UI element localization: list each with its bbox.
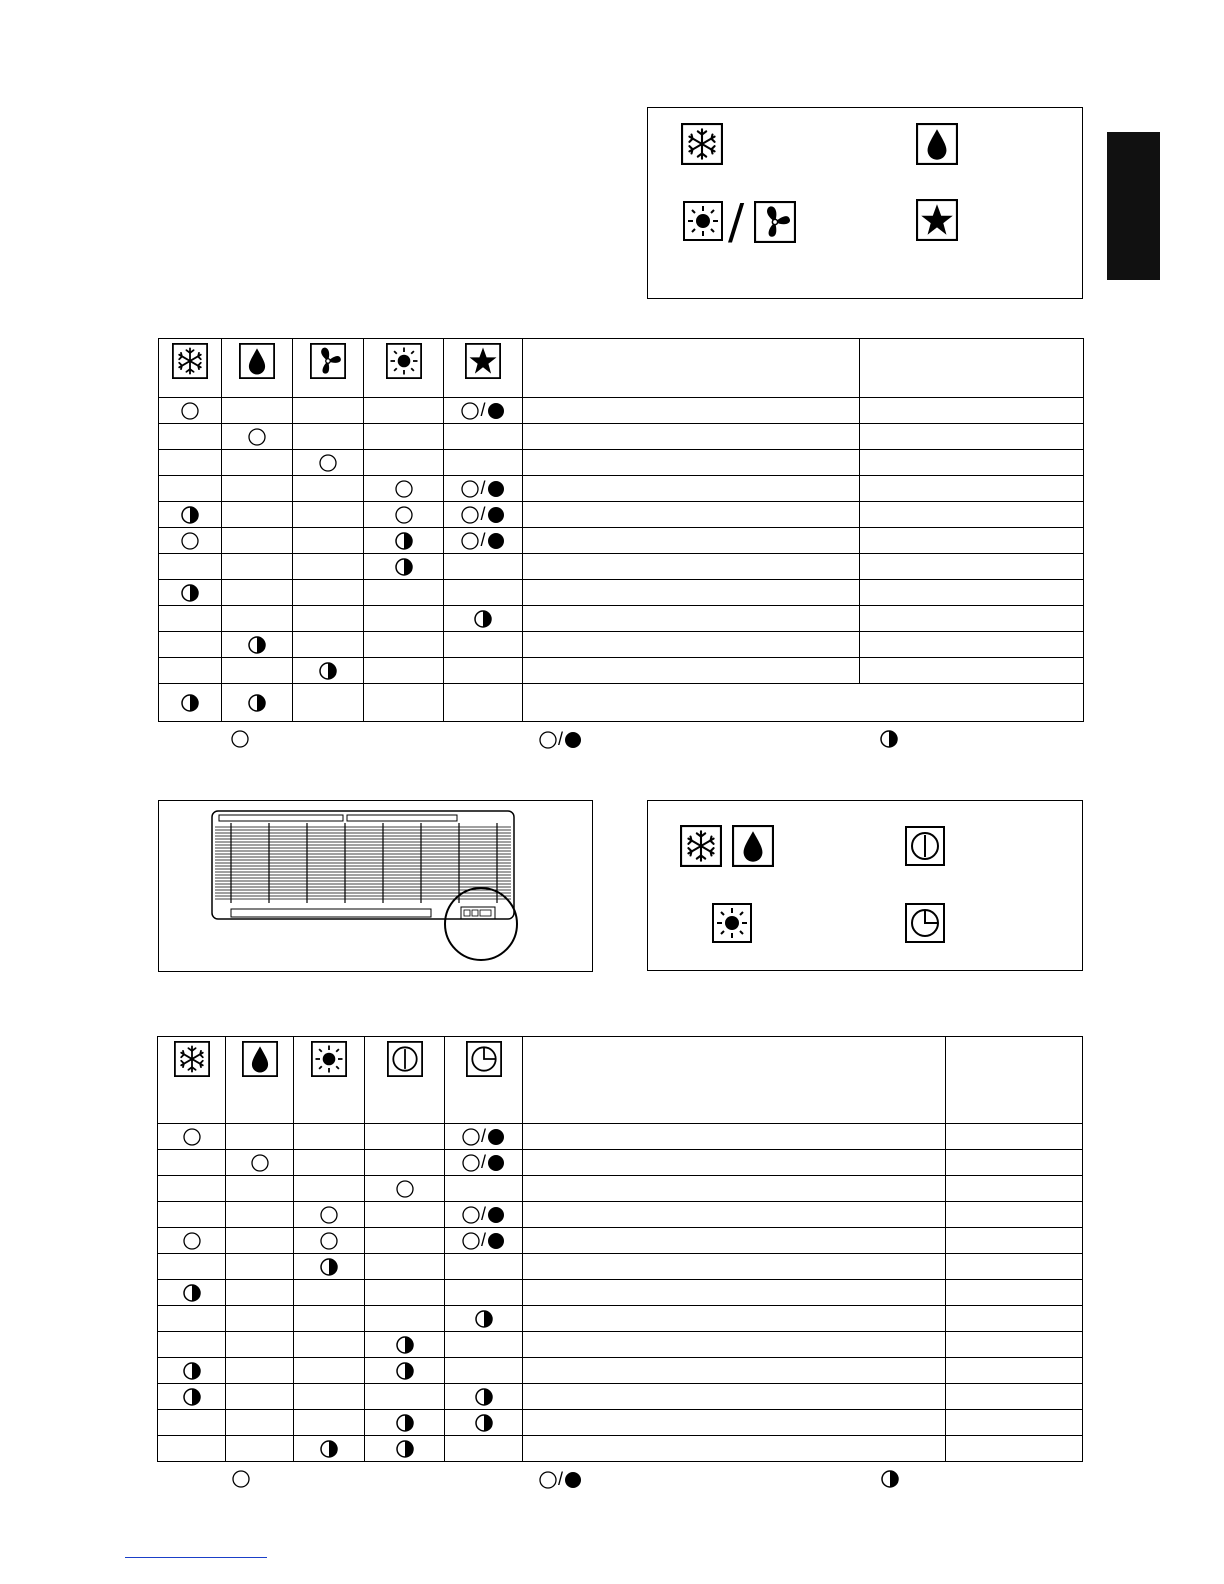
half-circle-symbol (182, 1387, 202, 1407)
snowflake-icon (681, 123, 723, 165)
sun-icon (386, 343, 422, 379)
half-circle-symbol (879, 729, 899, 749)
half-circle-symbol (395, 1439, 415, 1459)
open-or-filled-symbol: / (538, 729, 583, 750)
half-circle-symbol (247, 693, 267, 713)
open-circle-symbol (247, 427, 267, 447)
open-or-filled-symbol: / (460, 400, 505, 421)
drop-icon (732, 825, 774, 867)
half-circle-symbol (247, 635, 267, 655)
open-circle-symbol (319, 1205, 339, 1225)
table-row (158, 1150, 1083, 1176)
table-row (158, 1436, 1083, 1462)
timer-icon (466, 1041, 502, 1077)
open-circle-symbol (230, 729, 250, 749)
mode-combination-table-2 (157, 1036, 1083, 1462)
half-circle-symbol (319, 1439, 339, 1459)
indicator-icons-box (647, 800, 1083, 971)
half-circle-symbol (474, 1387, 494, 1407)
drop-icon (242, 1041, 278, 1077)
open-circle-symbol (395, 1179, 415, 1199)
sun-icon (311, 1041, 347, 1077)
timer-icon (905, 903, 945, 943)
open-circle-symbol (182, 1127, 202, 1147)
half-circle-symbol (180, 505, 200, 525)
table-row (159, 554, 1084, 580)
snowflake-icon (680, 825, 722, 867)
snowflake-icon (174, 1041, 210, 1077)
table-header-row (159, 339, 1084, 398)
snowflake-icon (172, 343, 208, 379)
open-circle-symbol (180, 531, 200, 551)
open-circle-symbol (250, 1153, 270, 1173)
open-or-filled-symbol: / (538, 1469, 583, 1490)
open-circle-symbol (394, 505, 414, 525)
half-circle-symbol (318, 661, 338, 681)
table-row (159, 632, 1084, 658)
open-or-filled-symbol: / (461, 1230, 506, 1251)
table-row (159, 424, 1084, 450)
mode-combination-table-1 (158, 338, 1084, 722)
table-row (159, 606, 1084, 632)
half-circle-symbol (880, 1469, 900, 1489)
half-circle-symbol (319, 1257, 339, 1277)
table-row (158, 1306, 1083, 1332)
table-header-row (158, 1037, 1083, 1124)
footer-link-underline (125, 1557, 267, 1558)
half-circle-symbol (474, 1309, 494, 1329)
open-or-filled-symbol: / (460, 530, 505, 551)
star-icon (916, 199, 958, 241)
table-row (159, 502, 1084, 528)
table-row (158, 1280, 1083, 1306)
half-circle-symbol (394, 557, 414, 577)
table-row (158, 1228, 1083, 1254)
table-row (159, 580, 1084, 606)
half-circle-symbol (182, 1283, 202, 1303)
table-row (159, 450, 1084, 476)
symbol-legend-1 (0, 729, 1224, 751)
mode-icons-box (647, 107, 1083, 299)
table-row (159, 398, 1084, 424)
open-or-filled-symbol: / (461, 1152, 506, 1173)
star-icon (465, 343, 501, 379)
symbol-legend-2 (0, 1469, 1224, 1491)
fan-icon (754, 201, 796, 243)
fan-icon (310, 343, 346, 379)
indoor-unit (159, 801, 592, 971)
power-icon (905, 826, 945, 866)
open-circle-symbol (318, 453, 338, 473)
table-row (159, 476, 1084, 502)
half-circle-symbol (395, 1335, 415, 1355)
table-row (158, 1410, 1083, 1436)
open-or-filled-symbol: / (461, 1204, 506, 1225)
table-row (158, 1332, 1083, 1358)
half-circle-symbol (473, 609, 493, 629)
open-circle-symbol (231, 1469, 251, 1489)
sun-icon (683, 201, 723, 241)
half-circle-symbol (182, 1361, 202, 1381)
open-or-filled-symbol: / (460, 504, 505, 525)
open-or-filled-symbol: / (461, 1126, 506, 1147)
drop-icon (916, 123, 958, 165)
open-circle-symbol (182, 1231, 202, 1251)
half-circle-symbol (180, 583, 200, 603)
indoor-unit-illustration-box (158, 800, 593, 972)
table-row (158, 1202, 1083, 1228)
power-icon (387, 1041, 423, 1077)
half-circle-symbol (474, 1413, 494, 1433)
open-or-filled-symbol: / (460, 478, 505, 499)
drop-icon (239, 343, 275, 379)
icon-separator: / (728, 194, 745, 250)
table-row (158, 1358, 1083, 1384)
table-row (159, 658, 1084, 684)
half-circle-symbol (395, 1361, 415, 1381)
open-circle-symbol (394, 479, 414, 499)
table-row (158, 1254, 1083, 1280)
table-row (158, 1384, 1083, 1410)
open-circle-symbol (180, 401, 200, 421)
table-row (158, 1124, 1083, 1150)
table-row (159, 684, 1084, 722)
section-tab-marker (1107, 132, 1160, 280)
open-circle-symbol (319, 1231, 339, 1251)
table-row (159, 528, 1084, 554)
half-circle-symbol (394, 531, 414, 551)
half-circle-symbol (395, 1413, 415, 1433)
sun-icon (712, 903, 752, 943)
half-circle-symbol (180, 693, 200, 713)
table-row (158, 1176, 1083, 1202)
